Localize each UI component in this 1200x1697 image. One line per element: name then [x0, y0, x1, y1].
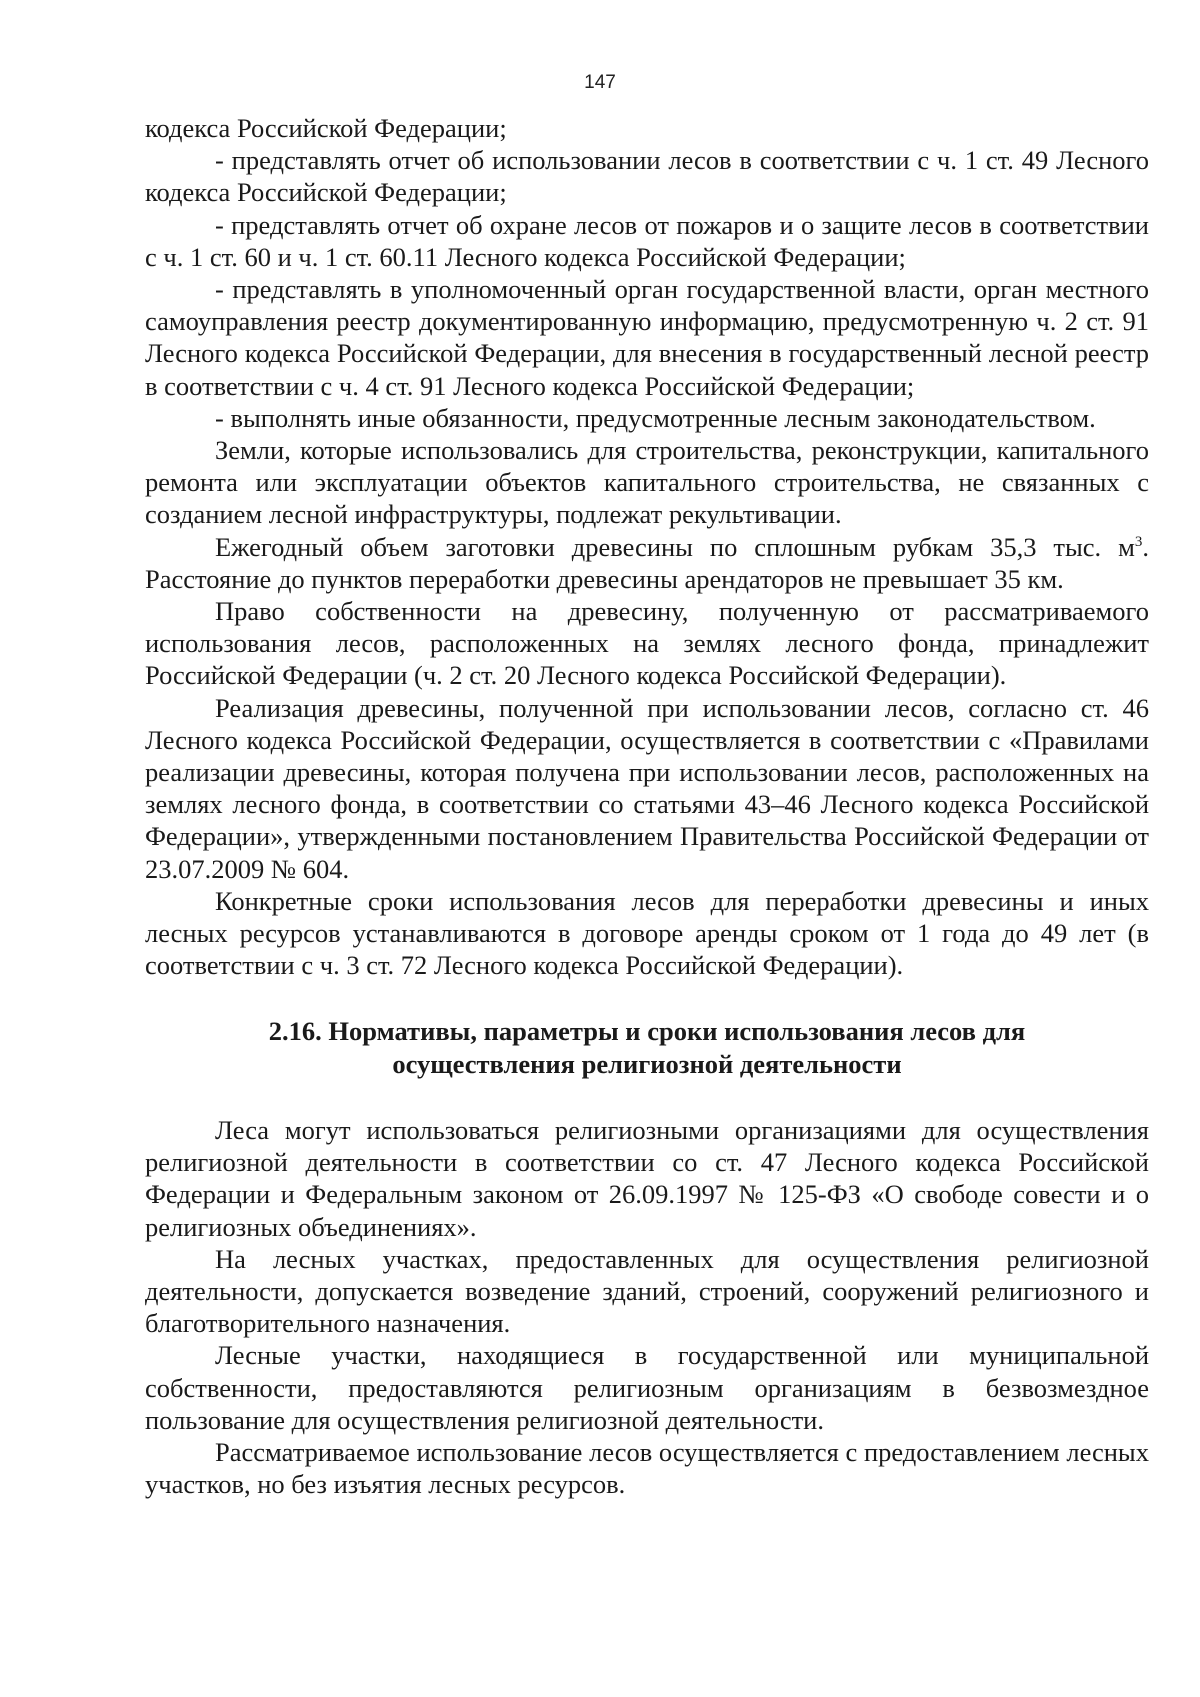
paragraph: Земли, которые использовались для строительства, реконструкции, капитального ремонта или эксплуатации объектов капитального строительства, не связанных с созданием лесной инфраструктуры, подлежат рекультивации. — [145, 435, 1149, 530]
volume-text-after: . Расстояние до пунктов переработки древесины арендаторов не превышает 35 км. — [145, 531, 1149, 594]
volume-superscript: 3 — [1134, 533, 1143, 550]
paragraph-bullet: - представлять в уполномоченный орган государственной власти, орган местного самоуправления реестр документированную информацию, предусмотренную ч. 2 ст. 91 Лесного кодекса Российской Федерации, для внесения в государственный лесной реестр в соответствии с ч. 4 ст. 91 Лесного кодекса Российской Федерации; — [145, 274, 1149, 401]
paragraph: На лесных участках, предоставленных для осуществления религиозной деятельности, допускается возведение зданий, строений, сооружений религиозного и благотворительного назначения. — [145, 1243, 1149, 1339]
paragraph: Рассматриваемое использование лесов осуществляется с предоставлением лесных участков, но без изъятия лесных ресурсов. — [145, 1436, 1149, 1500]
paragraph: Реализация древесины, полученной при использовании лесов, согласно ст. 46 Лесного кодекса Российской Федерации, осуществляется в соответствии с «Правилами реализации древесины, которая получена при использовании лесов, расположенных на землях лесного фонда, в соответствии со статьями 43–46 Лесного кодекса Российской Федерации», утвержденными постановлением Правительства Российской Федерации от 23.07.2009 № 604. — [145, 692, 1149, 884]
section-heading-line: 2.16. Нормативы, параметры и сроки использования лесов для — [268, 1016, 1026, 1047]
paragraph-bullet: - представлять отчет об использовании лесов в соответствии с ч. 1 ст. 49 Лесного кодекса Российской Федерации; — [145, 145, 1149, 208]
paragraph: кодекса Российской Федерации; — [145, 113, 507, 143]
document-body — [145, 112, 1149, 1500]
page-number: 147 — [584, 72, 616, 93]
paragraph: Конкретные сроки использования лесов для переработки древесины и иных лесных ресурсов устанавливаются в договоре аренды сроком от 1 года до 49 лет (в соответствии с ч. 3 ст. 72 Лесного кодекса Российской Федерации). — [145, 885, 1149, 981]
paragraph: Право собственности на древесину, полученную от рассматриваемого использования лесов, расположенных на землях лесного фонда, принадлежит Российской Федерации (ч. 2 ст. 20 Лесного кодекса Российской Федерации). — [145, 596, 1149, 691]
paragraph-bullet: - выполнять иные обязанности, предусмотренные лесным законодательством. — [215, 402, 1096, 433]
section-heading-line: осуществления религиозной деятельности — [392, 1048, 902, 1079]
paragraph: Леса могут использоваться религиозными организациями для осуществления религиозной деятельности в соответствии со ст. 47 Лесного кодекса Российской Федерации и Федеральным законом от 26.09.1997 № 125-ФЗ «О свободе совести и о религиозных объединениях». — [145, 1114, 1149, 1242]
paragraph-harvest-volume — [145, 531, 1149, 595]
paragraph-bullet: - представлять отчет об охране лесов от пожаров и о защите лесов в соответствии с ч. 1 ст. 60 и ч. 1 ст. 60.11 Лесного кодекса Российской Федерации; — [145, 209, 1149, 272]
paragraph: Лесные участки, находящиеся в государственной или муниципальной собственности, предоставляются религиозным организациям в безвозмездное пользование для осуществления религиозной деятельности. — [145, 1340, 1149, 1435]
volume-text-before: Ежегодный объем заготовки древесины по сплошным рубкам 35,3 тыс. м — [215, 531, 1135, 562]
section-heading — [145, 1015, 1149, 1079]
